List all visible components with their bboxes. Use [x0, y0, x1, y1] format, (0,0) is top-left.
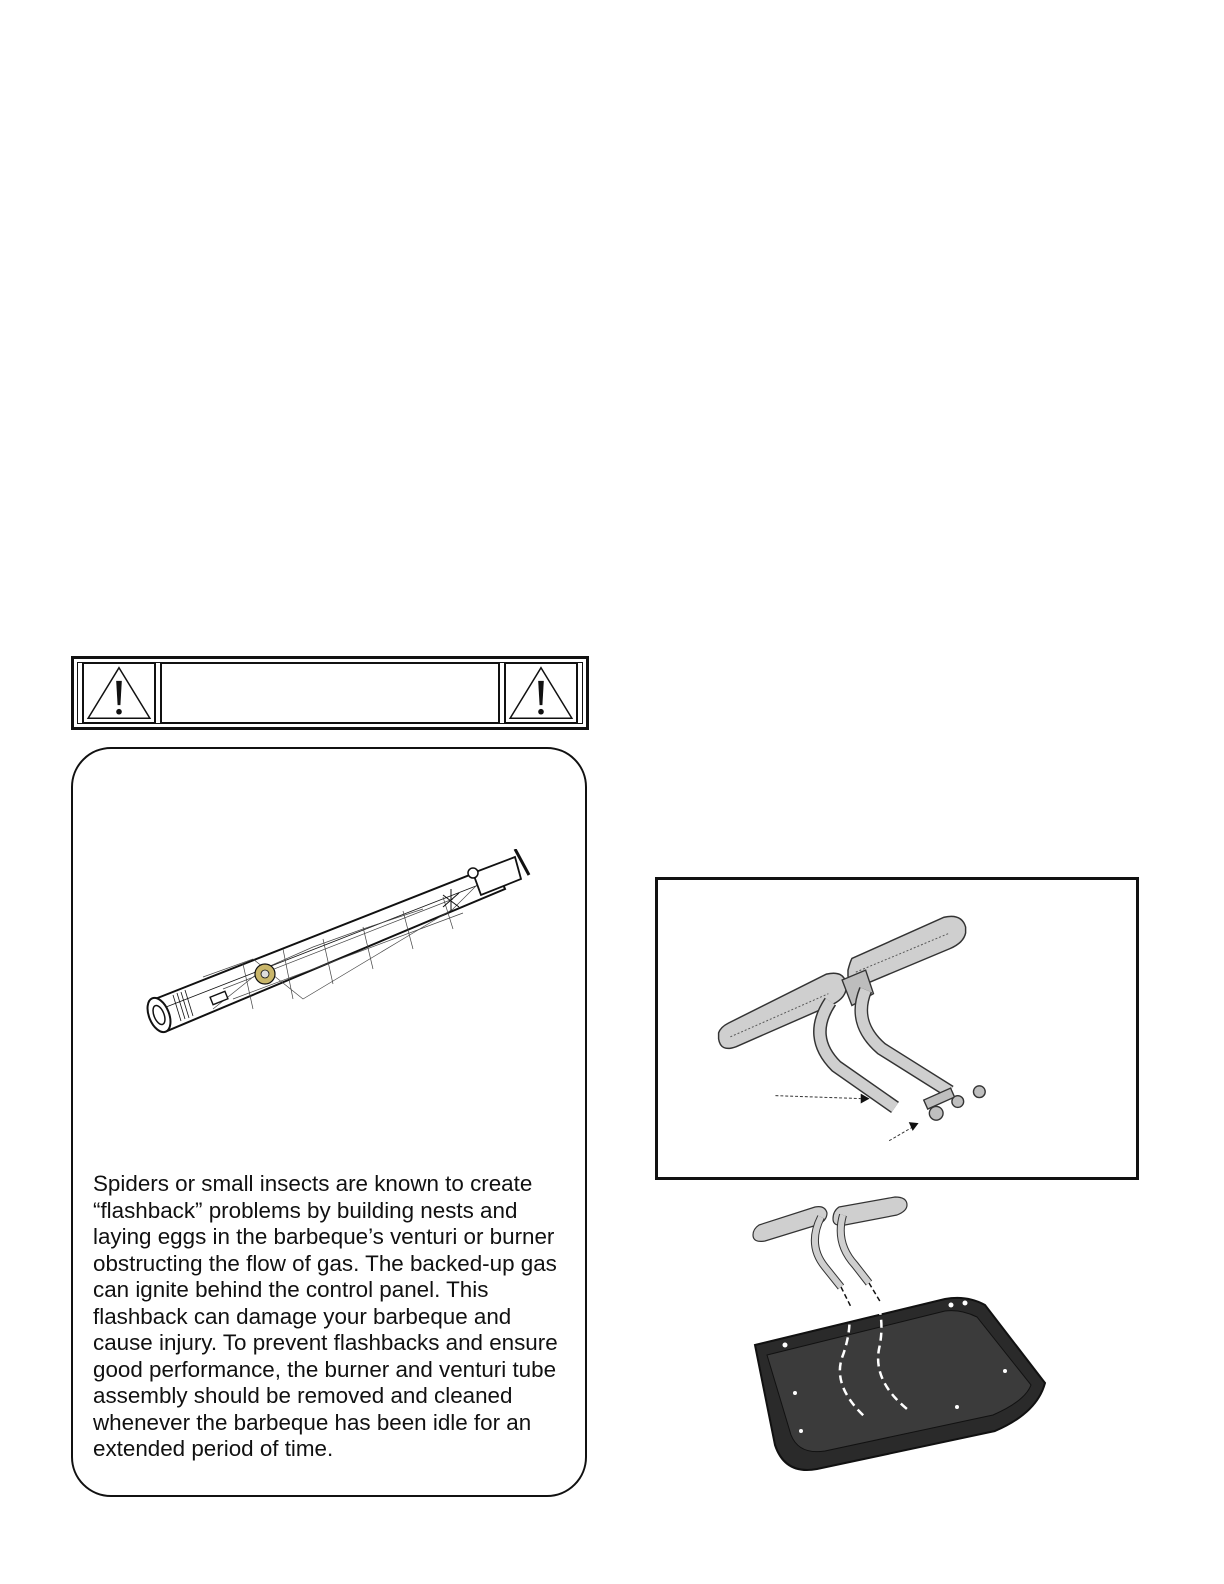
spider-warning-box	[71, 747, 587, 1497]
burner-firebox-illustration	[745, 1195, 1055, 1475]
spider-warning-text: Spiders or small insects are known to create “flashback” problems by building nests and laying eggs in the barbeque’s venturi or burner obstructing the flow of gas. The backed-up gas can ignite behind the control panel. This flashback can damage your barbeque and cause injury. To prevent flashbacks and ensure good performance, the burner and venturi tube assembly should be removed and cleaned whenever the barbeque has been idle for an extended period of time.	[93, 1171, 558, 1461]
warning-triangle-icon	[506, 664, 576, 722]
warning-banner	[71, 656, 589, 730]
warning-cell-left	[82, 662, 156, 724]
venturi-tube-illustration	[103, 849, 543, 1049]
burner-assembly-illustration	[658, 880, 1136, 1177]
burner-assembly-figure	[655, 877, 1139, 1180]
warning-title-cell	[160, 662, 500, 724]
warning-triangle-icon	[84, 664, 154, 722]
warning-cell-right	[504, 662, 578, 724]
